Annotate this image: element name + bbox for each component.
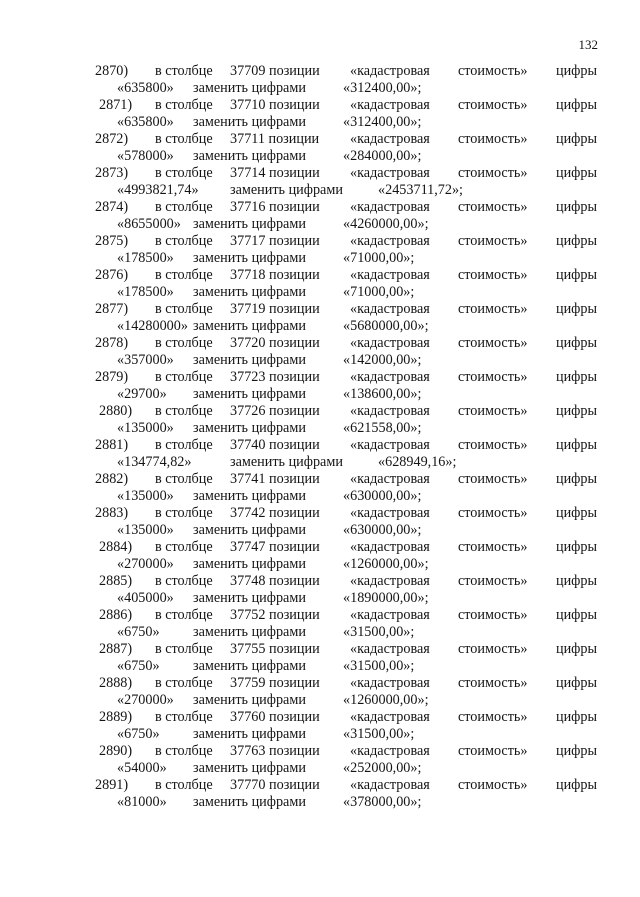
digits-label: цифры [556,403,598,419]
cadastral-label: «кадастровая [350,335,430,351]
new-value: «1260000,00»; [343,556,429,572]
amendment-entry [0,403,640,437]
replace-label: заменить цифрами [193,318,306,334]
entry-number: 2883) [95,505,129,521]
replace-label: заменить цифрами [193,386,306,402]
old-value: «178500» [117,250,174,266]
old-value: «135000» [117,420,174,436]
digits-label: цифры [556,63,598,79]
position-code: 37718 позиции [230,267,320,283]
cost-label: стоимость» [458,777,528,793]
digits-label: цифры [556,97,598,113]
cost-label: стоимость» [458,267,528,283]
new-value: «1260000,00»; [343,692,429,708]
cost-label: стоимость» [458,131,528,147]
position-code: 37742 позиции [230,505,320,521]
entry-number: 2871) [99,97,133,113]
amendment-entry [0,641,640,675]
digits-label: цифры [556,369,598,385]
old-value: «578000» [117,148,174,164]
old-value: «81000» [117,794,167,810]
position-code: 37710 позиции [230,97,320,113]
position-code: 37748 позиции [230,573,320,589]
replace-label: заменить цифрами [193,760,306,776]
new-value: «378000,00»; [343,794,422,810]
digits-label: цифры [556,777,598,793]
in-column-label: в столбце [155,437,213,453]
replace-label: заменить цифрами [193,114,306,130]
old-value: «178500» [117,284,174,300]
cost-label: стоимость» [458,199,528,215]
position-code: 37709 позиции [230,63,320,79]
cadastral-label: «кадастровая [350,641,430,657]
position-code: 37711 позиции [230,131,320,147]
entry-number: 2891) [95,777,129,793]
old-value: «6750» [117,658,160,674]
in-column-label: в столбце [155,675,213,691]
cost-label: стоимость» [458,471,528,487]
new-value: «31500,00»; [343,658,415,674]
old-value: «8655000» [117,216,181,232]
digits-label: цифры [556,641,598,657]
cadastral-label: «кадастровая [350,131,430,147]
position-code: 37770 позиции [230,777,320,793]
entry-number: 2878) [95,335,129,351]
cost-label: стоимость» [458,573,528,589]
amendment-entry [0,505,640,539]
replace-label: заменить цифрами [193,692,306,708]
cost-label: стоимость» [458,437,528,453]
cost-label: стоимость» [458,369,528,385]
position-code: 37759 позиции [230,675,320,691]
in-column-label: в столбце [155,131,213,147]
digits-label: цифры [556,199,598,215]
new-value: «312400,00»; [343,80,422,96]
position-code: 37717 позиции [230,233,320,249]
cadastral-label: «кадастровая [350,743,430,759]
new-value: «252000,00»; [343,760,422,776]
in-column-label: в столбце [155,641,213,657]
old-value: «270000» [117,556,174,572]
entry-number: 2876) [95,267,129,283]
in-column-label: в столбце [155,505,213,521]
old-value: «29700» [117,386,167,402]
amendment-entry [0,369,640,403]
amendment-entry [0,709,640,743]
digits-label: цифры [556,573,598,589]
old-value: «135000» [117,488,174,504]
cost-label: стоимость» [458,675,528,691]
cadastral-label: «кадастровая [350,165,430,181]
entry-number: 2885) [99,573,133,589]
new-value: «4260000,00»; [343,216,429,232]
position-code: 37716 позиции [230,199,320,215]
amendment-entry [0,573,640,607]
entry-number: 2889) [99,709,133,725]
in-column-label: в столбце [155,539,213,555]
new-value: «312400,00»; [343,114,422,130]
new-value: «71000,00»; [343,284,415,300]
position-code: 37719 позиции [230,301,320,317]
in-column-label: в столбце [155,607,213,623]
amendment-entry [0,777,640,811]
replace-label: заменить цифрами [193,148,306,164]
position-code: 37720 позиции [230,335,320,351]
cadastral-label: «кадастровая [350,539,430,555]
new-value: «1890000,00»; [343,590,429,606]
digits-label: цифры [556,607,598,623]
cost-label: стоимость» [458,403,528,419]
new-value: «628949,16»; [378,454,457,470]
new-value: «630000,00»; [343,522,422,538]
cadastral-label: «кадастровая [350,97,430,113]
in-column-label: в столбце [155,63,213,79]
cost-label: стоимость» [458,97,528,113]
page-number: 132 [578,37,598,52]
cost-label: стоимость» [458,539,528,555]
cadastral-label: «кадастровая [350,301,430,317]
entry-number: 2884) [99,539,133,555]
in-column-label: в столбце [155,335,213,351]
new-value: «621558,00»; [343,420,422,436]
replace-label: заменить цифрами [193,250,306,266]
amendment-list [0,63,640,811]
amendment-entry [0,301,640,335]
old-value: «6750» [117,624,160,640]
new-value: «31500,00»; [343,624,415,640]
cost-label: стоимость» [458,233,528,249]
replace-label: заменить цифрами [193,352,306,368]
replace-label: заменить цифрами [193,216,306,232]
cadastral-label: «кадастровая [350,233,430,249]
position-code: 37726 позиции [230,403,320,419]
replace-label: заменить цифрами [193,658,306,674]
in-column-label: в столбце [155,97,213,113]
amendment-entry [0,267,640,301]
amendment-entry [0,607,640,641]
digits-label: цифры [556,301,598,317]
cost-label: стоимость» [458,607,528,623]
position-code: 37714 позиции [230,165,320,181]
position-code: 37763 позиции [230,743,320,759]
new-value: «31500,00»; [343,726,415,742]
cadastral-label: «кадастровая [350,675,430,691]
in-column-label: в столбце [155,369,213,385]
position-code: 37752 позиции [230,607,320,623]
digits-label: цифры [556,471,598,487]
replace-label: заменить цифрами [193,794,306,810]
digits-label: цифры [556,675,598,691]
digits-label: цифры [556,539,598,555]
cadastral-label: «кадастровая [350,709,430,725]
replace-label: заменить цифрами [193,284,306,300]
cadastral-label: «кадастровая [350,607,430,623]
in-column-label: в столбце [155,199,213,215]
position-code: 37760 позиции [230,709,320,725]
entry-number: 2881) [95,437,129,453]
amendment-entry [0,63,640,97]
amendment-entry [0,471,640,505]
cost-label: стоимость» [458,301,528,317]
amendment-entry [0,675,640,709]
old-value: «635800» [117,80,174,96]
amendment-entry [0,165,640,199]
old-value: «54000» [117,760,167,776]
amendment-entry [0,199,640,233]
cadastral-label: «кадастровая [350,471,430,487]
cadastral-label: «кадастровая [350,369,430,385]
amendment-entry [0,743,640,777]
cadastral-label: «кадастровая [350,437,430,453]
replace-label: заменить цифрами [193,556,306,572]
amendment-entry [0,335,640,369]
replace-label: заменить цифрами [193,590,306,606]
digits-label: цифры [556,437,598,453]
replace-label: заменить цифрами [230,182,343,198]
position-code: 37747 позиции [230,539,320,555]
old-value: «6750» [117,726,160,742]
position-code: 37741 позиции [230,471,320,487]
entry-number: 2873) [95,165,129,181]
new-value: «630000,00»; [343,488,422,504]
old-value: «635800» [117,114,174,130]
amendment-entry [0,97,640,131]
digits-label: цифры [556,233,598,249]
entry-number: 2870) [95,63,129,79]
entry-number: 2888) [99,675,133,691]
old-value: «405000» [117,590,174,606]
entry-number: 2879) [95,369,129,385]
digits-label: цифры [556,709,598,725]
cadastral-label: «кадастровая [350,777,430,793]
in-column-label: в столбце [155,301,213,317]
in-column-label: в столбце [155,267,213,283]
digits-label: цифры [556,165,598,181]
amendment-entry [0,437,640,471]
entry-number: 2874) [95,199,129,215]
old-value: «14280000» [117,318,188,334]
digits-label: цифры [556,505,598,521]
entry-number: 2875) [95,233,129,249]
position-code: 37755 позиции [230,641,320,657]
entry-number: 2886) [99,607,133,623]
cost-label: стоимость» [458,335,528,351]
entry-number: 2887) [99,641,133,657]
entry-number: 2880) [99,403,133,419]
cadastral-label: «кадастровая [350,199,430,215]
entry-number: 2890) [99,743,133,759]
cadastral-label: «кадастровая [350,267,430,283]
in-column-label: в столбце [155,471,213,487]
in-column-label: в столбце [155,743,213,759]
replace-label: заменить цифрами [193,726,306,742]
entry-number: 2882) [95,471,129,487]
cadastral-label: «кадастровая [350,403,430,419]
position-code: 37740 позиции [230,437,320,453]
cadastral-label: «кадастровая [350,573,430,589]
amendment-entry [0,131,640,165]
old-value: «135000» [117,522,174,538]
new-value: «284000,00»; [343,148,422,164]
old-value: «134774,82» [117,454,192,470]
old-value: «4993821,74» [117,182,199,198]
replace-label: заменить цифрами [193,420,306,436]
old-value: «357000» [117,352,174,368]
new-value: «142000,00»; [343,352,422,368]
replace-label: заменить цифрами [193,488,306,504]
replace-label: заменить цифрами [193,624,306,640]
in-column-label: в столбце [155,165,213,181]
position-code: 37723 позиции [230,369,320,385]
digits-label: цифры [556,267,598,283]
amendment-entry [0,539,640,573]
cost-label: стоимость» [458,641,528,657]
replace-label: заменить цифрами [193,80,306,96]
amendment-entry [0,233,640,267]
in-column-label: в столбце [155,709,213,725]
in-column-label: в столбце [155,777,213,793]
old-value: «270000» [117,692,174,708]
replace-label: заменить цифрами [230,454,343,470]
entry-number: 2872) [95,131,129,147]
entry-number: 2877) [95,301,129,317]
new-value: «138600,00»; [343,386,422,402]
cost-label: стоимость» [458,505,528,521]
cadastral-label: «кадастровая [350,63,430,79]
digits-label: цифры [556,743,598,759]
new-value: «71000,00»; [343,250,415,266]
in-column-label: в столбце [155,233,213,249]
new-value: «5680000,00»; [343,318,429,334]
cost-label: стоимость» [458,709,528,725]
in-column-label: в столбце [155,573,213,589]
digits-label: цифры [556,335,598,351]
digits-label: цифры [556,131,598,147]
cost-label: стоимость» [458,165,528,181]
cost-label: стоимость» [458,743,528,759]
replace-label: заменить цифрами [193,522,306,538]
in-column-label: в столбце [155,403,213,419]
new-value: «2453711,72»; [378,182,463,198]
cadastral-label: «кадастровая [350,505,430,521]
cost-label: стоимость» [458,63,528,79]
